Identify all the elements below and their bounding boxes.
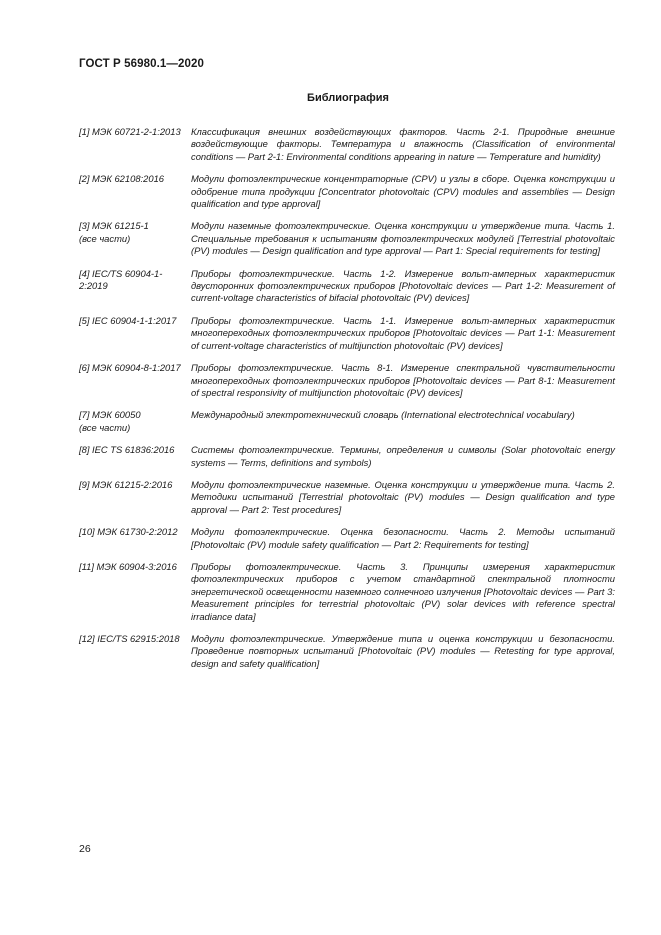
bibliography-entry <box>79 220 615 257</box>
bibliography-text: Модули фотоэлектрические концентраторные (CPV) и узлы в сборе. Оценка конструкции и одобрение типа продукции [Concentrator photovoltaic (CPV) modules and assemblies — Design qualification and type approval] <box>191 173 615 210</box>
bibliography-text: Модули фотоэлектрические. Оценка безопасности. Часть 2. Методы испытаний [Photovoltaic (PV) module safety qualification — Part 2: Requirements for testing] <box>191 526 615 550</box>
bibliography-ref: [9] МЭК 61215-2:2016 <box>79 478 173 490</box>
bibliography-text: Приборы фотоэлектрические. Часть 8-1. Измерение спектральной чувствительности многопереходных фотоэлектрических приборов [Photovoltaic devices — Part 8-1: Measurement of spectral responsivity of multijunction photovoltaic (PV) devices] <box>191 362 615 398</box>
bibliography-list <box>79 126 615 670</box>
bibliography-entry <box>79 526 615 551</box>
bibliography-text: Приборы фотоэлектрические. Часть 1-1. Измерение вольт-амперных характеристик многопереходных фотоэлектрических приборов [Photovoltaic devices — Part 1-1: Measurement of current-voltage characteristics of multijunction photovoltaic (PV) devices] <box>191 314 615 351</box>
bibliography-ref: [5] IEC 60904-1-1:2017 <box>79 314 177 326</box>
bibliography-text: Приборы фотоэлектрические. Часть 3. Принципы измерения характеристик фотоэлектрических приборов с учетом стандартной спектральной плотности энергетической освещенности наземного солнечного излучения [Photovoltaic devices — Part 3: Measurement principles for terrestrial photovoltaic (PV) solar devices with reference spectral irradiance data] <box>191 560 615 622</box>
bibliography-entry <box>79 268 615 305</box>
bibliography-text: Модули наземные фотоэлектрические. Оценка конструкции и утверждение типа. Часть 1. Специальные требования к испытаниям фотоэлектрических модулей [Terrestrial photovoltaic (PV) modules — Design qualification and type approval — Part 1: Special requirements for testing] <box>191 220 615 257</box>
bibliography-entry <box>79 561 615 623</box>
bibliography-entry <box>79 362 615 399</box>
bibliography-entry <box>79 479 615 516</box>
bibliography-entry <box>79 409 615 434</box>
bibliography-text: Модули фотоэлектрические. Утверждение типа и оценка конструкции и безопасности. Проведение повторных испытаний [Photovoltaic (PV) modules — Retesting for type approval, design and safety qualification] <box>191 633 615 669</box>
section-title: Библиография <box>307 92 389 104</box>
bibliography-entry <box>79 315 615 352</box>
bibliography-ref: [6] МЭК 60904-8-1:2017 <box>79 362 181 374</box>
bibliography-ref: [2] МЭК 62108:2016 <box>79 173 165 185</box>
bibliography-entry <box>79 444 615 469</box>
page-number: 26 <box>79 843 91 855</box>
bibliography-ref: [3] МЭК 61215-1 (все части) <box>79 220 149 244</box>
bibliography-ref: [11] МЭК 60904-3:2016 <box>79 560 177 572</box>
bibliography-ref: [10] МЭК 61730-2:2012 <box>79 526 178 538</box>
bibliography-text: Приборы фотоэлектрические. Часть 1-2. Измерение вольт-амперных характеристик двусторонних фотоэлектрических приборов [Photovoltaic devices — Part 1-2: Measurement of current-voltage characteristics of bifacial photovoltaic (PV) devices] <box>191 267 615 304</box>
bibliography-text: Модули фотоэлектрические наземные. Оценка конструкции и утверждение типа. Часть 2. Методики испытаний [Terrestrial photovoltaic (PV) modules — Design qualification and type approval — Part 2: Test procedures] <box>191 478 615 515</box>
bibliography-ref: [7] МЭК 60050 (все части) <box>79 409 141 433</box>
bibliography-ref: [12] IEC/TS 62915:2018 <box>79 633 180 644</box>
bibliography-entry <box>79 173 615 210</box>
bibliography-text: Классификация внешних воздействующих факторов. Часть 2-1. Природные внешние воздействующие факторы. Температура и влажность (Classification of environmental conditions — Part 2-1: Environmental conditions appearing in nature — Temperature and humidity) <box>191 126 615 162</box>
bibliography-text: Международный электротехнический словарь (International electrotechnical vocabulary) <box>191 409 575 421</box>
document-header: ГОСТ Р 56980.1—2020 <box>79 58 204 70</box>
bibliography-entry <box>79 633 615 670</box>
bibliography-entry <box>79 126 615 163</box>
bibliography-text: Системы фотоэлектрические. Термины, определения и символы (Solar photovoltaic energy systems — Terms, definitions and symbols) <box>191 444 615 468</box>
bibliography-ref: [1] МЭК 60721-2-1:2013 <box>79 126 181 137</box>
bibliography-ref: [4] IEC/TS 60904-1- 2:2019 <box>79 267 163 292</box>
bibliography-ref: [8] IEC TS 61836:2016 <box>79 444 175 456</box>
